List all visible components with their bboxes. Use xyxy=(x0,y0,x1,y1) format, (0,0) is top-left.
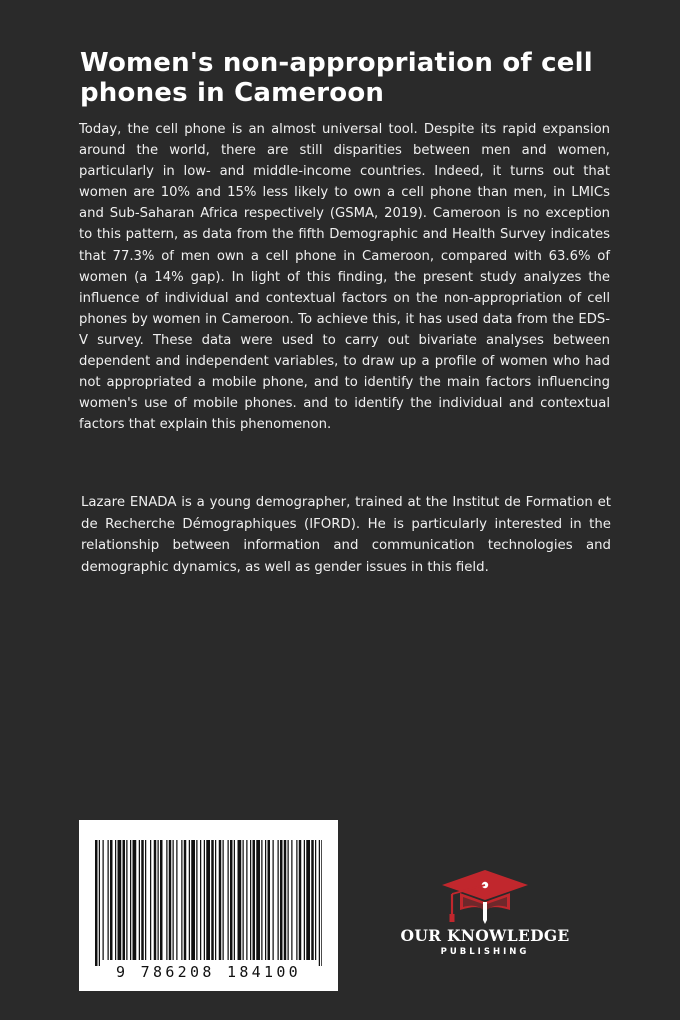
barcode-bar xyxy=(123,840,126,960)
barcode-bar xyxy=(130,840,131,960)
barcode-bar xyxy=(139,840,140,960)
book-title: Women's non-appropriation of cell phones in Cameroon xyxy=(80,48,593,108)
barcode-bar xyxy=(296,840,297,960)
author-bio: Lazare ENADA is a young demographer, trained at the Institut de Formation et de Recherche Démographiques (IFORD). He is particularly interested in the relationship between information and communication technologies and demographic dynamics, as well as gender issues in this field. xyxy=(81,495,611,575)
barcode-bar xyxy=(204,840,205,960)
barcode-bar xyxy=(173,840,174,960)
barcode-bar xyxy=(311,840,314,960)
barcode-bar xyxy=(234,840,235,960)
barcode-bar xyxy=(278,840,279,960)
barcode-bar xyxy=(291,840,292,960)
barcode-bar xyxy=(158,840,159,960)
barcode-bar xyxy=(110,840,113,960)
barcode-bar xyxy=(238,840,242,960)
barcode-bar xyxy=(273,840,274,960)
barcode-bar xyxy=(230,840,233,960)
barcode-bar xyxy=(261,840,262,960)
barcode-bar xyxy=(223,840,224,960)
barcode-bar xyxy=(315,840,316,960)
barcode-bar xyxy=(141,840,144,960)
barcode-bar xyxy=(191,840,195,960)
barcode-bar xyxy=(206,840,210,960)
barcode-bar xyxy=(160,840,163,960)
barcode-bar xyxy=(115,840,116,960)
barcode-bar xyxy=(284,840,287,960)
barcode-bar xyxy=(280,840,283,960)
barcode-bar xyxy=(321,840,322,966)
barcode-bar xyxy=(150,840,151,960)
barcode-bar xyxy=(145,840,146,960)
barcode-bar xyxy=(189,840,190,960)
barcode-bar xyxy=(176,840,177,960)
barcode-bar xyxy=(126,840,127,960)
barcode-bar xyxy=(256,840,260,960)
barcode-bar xyxy=(219,840,222,960)
barcode-bar xyxy=(118,840,122,960)
barcode-bar xyxy=(299,840,302,960)
barcode-digits: 9 786208 184100 xyxy=(116,963,301,981)
publisher-logo xyxy=(390,866,580,966)
barcode-bar xyxy=(304,840,305,960)
barcode-bar xyxy=(133,840,137,960)
barcode-bar xyxy=(253,840,256,960)
barcode-bar xyxy=(99,840,100,966)
barcode-bar xyxy=(306,840,310,960)
barcode-bar xyxy=(154,840,157,960)
barcode-bar xyxy=(228,840,229,960)
barcode-bar xyxy=(200,840,201,960)
barcode-bar xyxy=(166,840,167,960)
barcode-bar xyxy=(211,840,214,960)
barcode-bar xyxy=(250,840,251,960)
barcode-bar xyxy=(181,840,182,960)
barcode-bar xyxy=(95,840,98,966)
barcode-bar xyxy=(184,840,187,960)
barcode-bar xyxy=(288,840,289,960)
barcode-bar xyxy=(268,840,271,960)
publisher-name: OUR KNOWLEDGE xyxy=(400,926,570,945)
barcode-bar xyxy=(246,840,247,960)
barcode-bar xyxy=(103,840,104,960)
book-abstract: Today, the cell phone is an almost universal tool. Despite its rapid expansion around the world, there are still disparities between men and women, particularly in low- and middle-income countries. Indeed, it turns out that women are 10% and 15% less likely to own a cell phone than men, in LMICs and Sub-Saharan Africa respectively (GSMA, 2019). Cameroon is no exception to this pattern, as data from the fifth Demographic and Health Survey indicates that 77.3% of men own a cell phone in Cameroon, compared with 63.6% of women (a 14% gap). In light of this finding, the present study analyzes the influence of individual and contextual factors on the non-appropriation of cell phones by women in Cameroon. To achieve this, it has used data from the EDS-V survey. These data were used to carry out bivariate analyses between dependent and independent variables, to draw up a profile of women who had not appropriated a mobile phone, and to identify the main factors influencing women's use of mobile phones. and to identify the individual and contextual factors that explain this phenomenon. xyxy=(79,122,610,433)
barcode-bar xyxy=(108,840,109,960)
barcode-bar xyxy=(319,840,320,966)
graduation-cap-book-icon xyxy=(438,866,532,924)
barcode-bar xyxy=(215,840,216,960)
barcode-bar xyxy=(265,840,266,960)
publisher-subtitle: PUBLISHING xyxy=(440,947,530,957)
barcode-bar xyxy=(243,840,244,960)
barcode-bar xyxy=(196,840,197,960)
isbn-barcode xyxy=(79,820,338,991)
barcode-bar xyxy=(169,840,172,960)
